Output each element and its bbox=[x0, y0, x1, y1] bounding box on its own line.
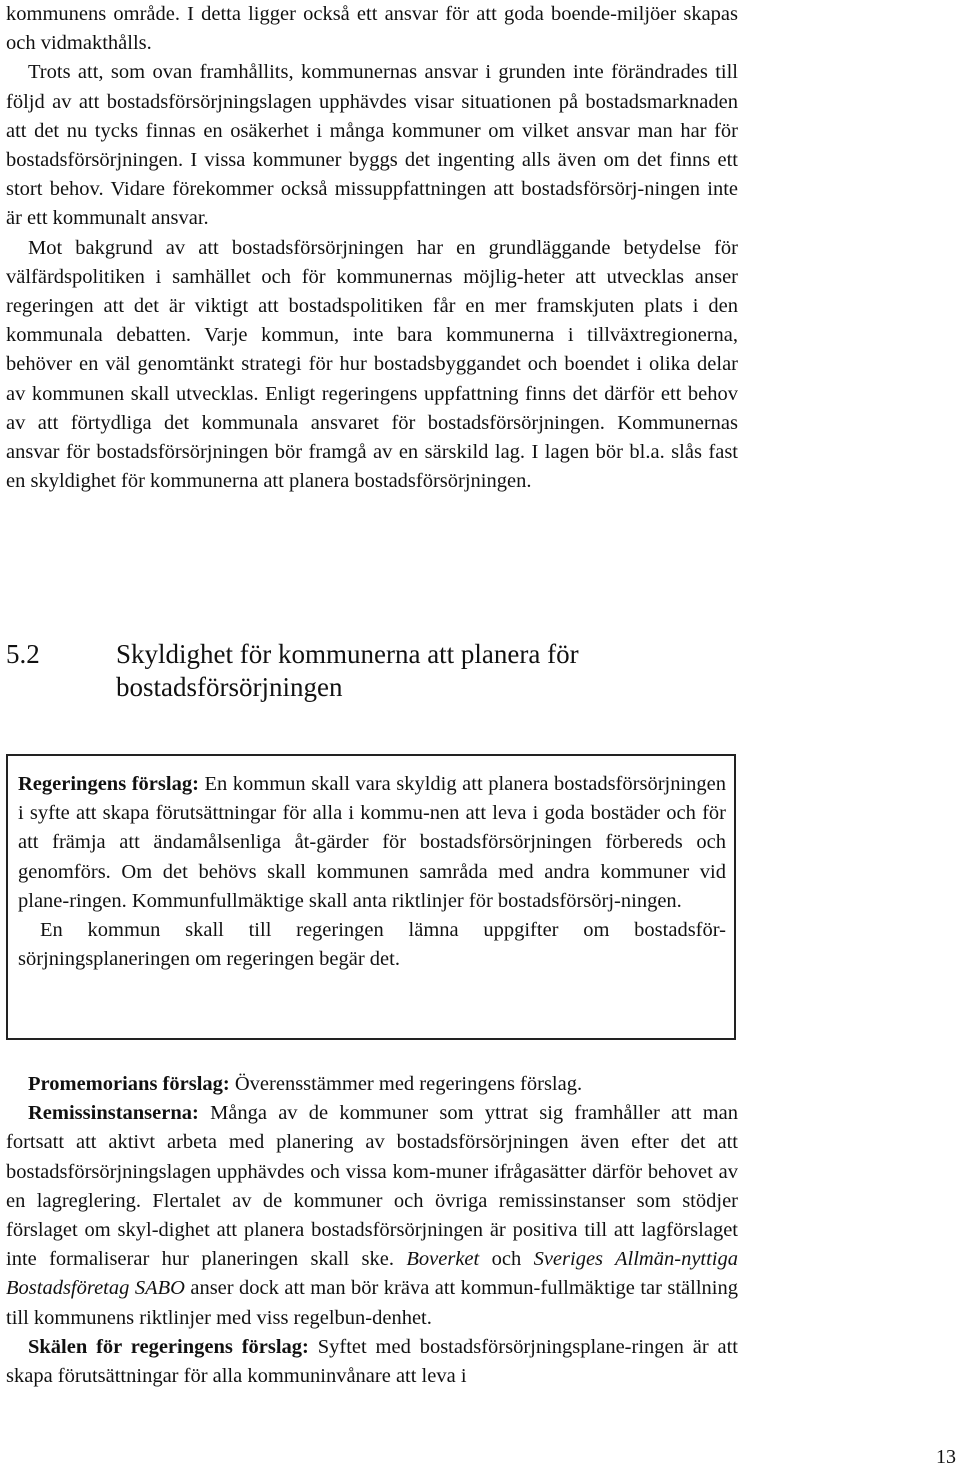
remiss-text-b: och bbox=[479, 1248, 534, 1271]
proposal-text: En kommun skall vara skyldig att planera bostadsförsörjningen i syfte att skapa förutsättningar för alla i kommu-nen att leva i goda bostäder och för att främja att ändamålsenliga åt-gärder för bostadsförsörjningen förbereds och genomförs. Om det behövs skall kommunen samråda med andra kommuner vid plane-ringen. Kommunfullmäktige skall anta riktlinjer för bostadsförsörj-ningen. bbox=[18, 773, 727, 912]
remiss-paragraph bbox=[6, 1099, 738, 1333]
remiss-text-a: Många av de kommuner som yttrat sig framhåller att man fortsatt att aktivt arbeta med planering av bostadsförsörjningen även efter det att bostadsförsörjningslagen upphävdes och vissa kom-muner ifrågasätter därför behovet av en lagreglering. Flertalet av de kommuner och övriga remissinstanser som stödjer förslaget om skyl-dighet att planera bostadsförsörjningen är positiva till att lagförslaget inte formaliserar hur planeringen skall ske. bbox=[6, 1102, 738, 1271]
top-text-block bbox=[6, 0, 738, 496]
proposal-label: Regeringens förslag: bbox=[18, 773, 199, 795]
page-number: 13 bbox=[936, 1446, 956, 1468]
remiss-italic-boverket: Boverket bbox=[406, 1248, 480, 1271]
proposal-box bbox=[6, 754, 736, 1040]
paragraph-2: Trots att, som ovan framhållits, kommunernas ansvar i grunden inte förändrades till följd av att bostadsförsörjningslagen upphävdes visar situationen på bostadsmarknaden att det nu tycks finnas en osäkerhet i många kommuner om vilket ansvar man har för bostadsförsörjningen. I vissa kommuner byggs det ingenting alls även om det finns ett stort behov. Vidare förekommer också missuppfattningen att bostadsförsörj-ningen inte är ett kommunalt ansvar. bbox=[6, 61, 738, 230]
proposal-paragraph bbox=[18, 770, 726, 916]
promemoria-paragraph bbox=[6, 1070, 738, 1099]
promemoria-text: Överensstämmer med regeringens förslag. bbox=[229, 1073, 583, 1095]
lower-text-block bbox=[6, 1070, 738, 1391]
promemoria-label: Promemorians förslag: bbox=[28, 1073, 230, 1095]
paragraph-1: kommunens område. I detta ligger också ett ansvar för att goda boende-miljöer skapas och vidmakthålls. bbox=[6, 3, 738, 55]
section-number: 5.2 bbox=[6, 639, 40, 669]
skalen-paragraph bbox=[6, 1333, 738, 1391]
paragraph-3: Mot bakgrund av att bostadsförsörjningen har en grundläggande betydelse för välfärdspolitiken i samhället och för kommunernas möjlig-heter att utvecklas anser regeringen att det är viktigt att bostadspolitiken får en mer framskjuten plats i den kommunala debatten. Varje kommun, inte bara kommunerna i tillväxtregionerna, behöver en väl genomtänkt strategi för hur bostadsbyggandet och boendet i olika delar av kommunen skall utvecklas. Enligt regeringens uppfattning finns det därför ett behov av att förtydliga det kommunala ansvaret för bostadsförsörjningen. Kommunernas ansvar för bostadsförsörjningen bör framgå av en särskild lag. I lagen bör bl.a. slås fast en skyldighet för kommunerna att planera bostadsförsörjningen. bbox=[6, 236, 738, 493]
proposal-paragraph-2: En kommun skall till regeringen lämna uppgifter om bostadsför-sörjningsplaneringen om regeringen begär det. bbox=[18, 919, 726, 971]
remiss-label: Remissinstanserna: bbox=[28, 1102, 199, 1125]
skalen-text: Syftet med bostadsförsörjningsplane-ringen är att skapa förutsättningar för alla kommuninvånare att leva i bbox=[6, 1335, 738, 1388]
skalen-label: Skälen för regeringens förslag: bbox=[28, 1335, 309, 1358]
remiss-italic-sabo: Sveriges Allmän-nyttiga Bostadsföretag SABO bbox=[6, 1248, 739, 1300]
remiss-text-c: anser dock att man bör kräva att kommun-fullmäktige tar ställning till kommunens riktlinjer med viss regelbun-denhet. bbox=[6, 1277, 738, 1329]
section-heading bbox=[6, 638, 738, 704]
section-title: Skyldighet för kommunerna att planera för bostadsförsörjningen bbox=[116, 639, 579, 702]
